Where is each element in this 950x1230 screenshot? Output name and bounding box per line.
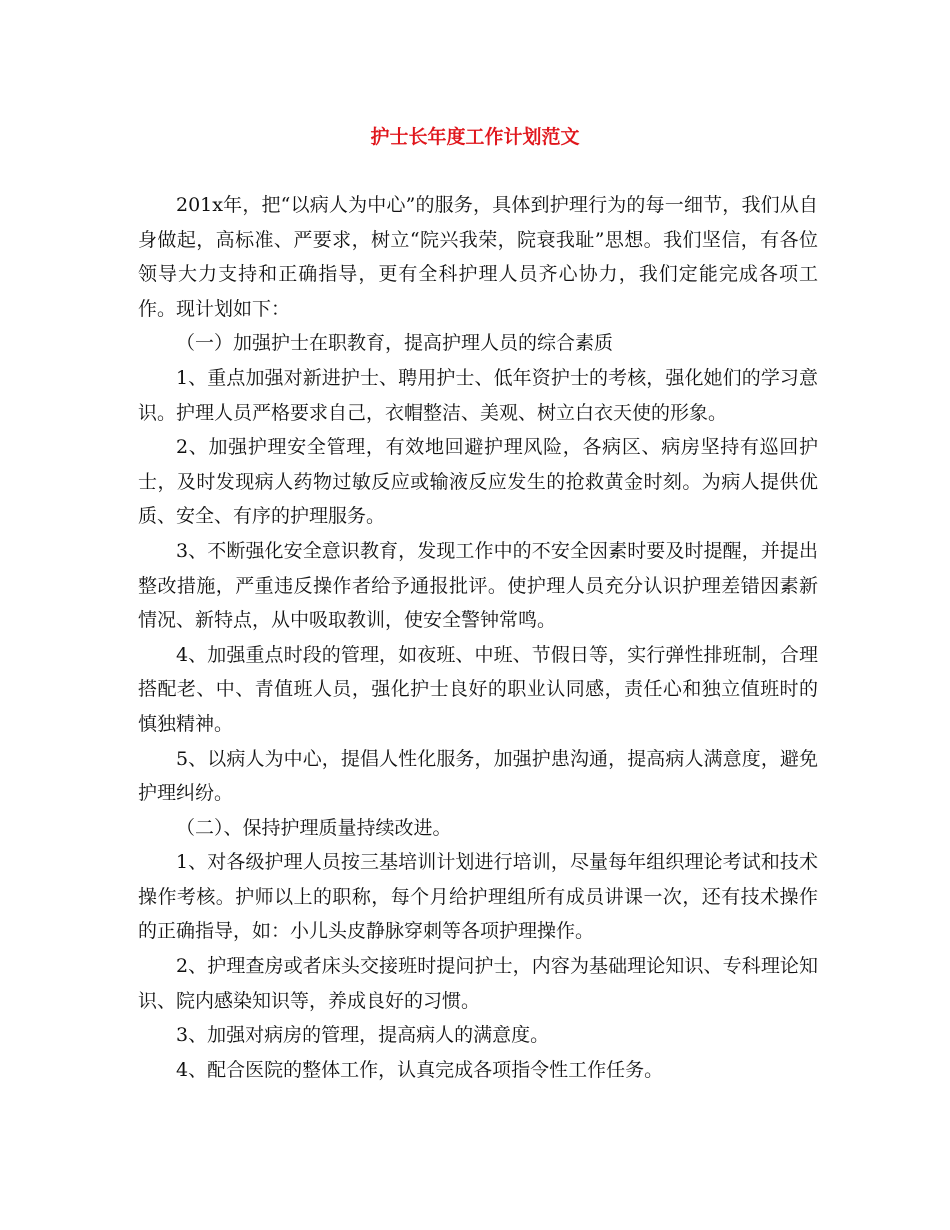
paragraph-1-5: 5、以病人为中心，提倡人性化服务，加强护患沟通，提高病人满意度，避免护理纠纷。 xyxy=(138,747,818,805)
document-title: 护士长年度工作计划范文 xyxy=(370,126,580,148)
paragraph-1-3: 3、不断强化安全意识教育，发现工作中的不安全因素时要及时提醒，并提出整改措施，严重违反操作者给予通报批评。使护理人员充分认识护理差错因素新情况、新特点，从中吸取教训，使安全警钟常鸣。 xyxy=(138,539,818,632)
paragraph-1-1: 1、重点加强对新进护士、聘用护士、低年资护士的考核，强化她们的学习意识。护理人员严格要求自己，衣帽整洁、美观、树立白衣天使的形象。 xyxy=(138,366,818,424)
paragraph-2-3: 3、加强对病房的管理，提高病人的满意度。 xyxy=(176,1024,550,1047)
paragraph-2-1: 1、对各级护理人员按三基培训计划进行培训，尽量每年组织理论考试和技术操作考核。护师以上的职称，每个月给护理组所有成员讲课一次，还有技术操作的正确指导，如：小儿头皮静脉穿刺等各项护理操作。 xyxy=(138,851,818,943)
section-heading-1: （一）加强护士在职教育，提高护理人员的综合素质 xyxy=(176,332,614,355)
document-body xyxy=(138,188,818,1087)
paragraph-1-2: 2、加强护理安全管理，有效地回避护理风险，各病区、病房坚持有巡回护士，及时发现病人药物过敏反应或输液反应发生的抢救黄金时刻。为病人提供优质、安全、有序的护理服务。 xyxy=(138,436,818,528)
paragraph-2-2: 2、护理查房或者床头交接班时提问护士，内容为基础理论知识、专科理论知识、院内感染知识等，养成良好的习惯。 xyxy=(138,955,818,1012)
paragraph-1-4: 4、加强重点时段的管理，如夜班、中班、节假日等，实行弹性排班制，合理搭配老、中、青值班人员，强化护士良好的职业认同感，责任心和独立值班时的慎独精神。 xyxy=(138,643,818,735)
intro-paragraph: 201x年，把“以病人为中心”的服务，具体到护理行为的每一细节，我们从自身做起，高标准、严要求，树立“院兴我荣，院衰我耻”思想。我们坚信，有各位领导大力支持和正确指导，更有全科护理人员齐心协力，我们定能完成各项工作。现计划如下： xyxy=(138,194,818,320)
paragraph-2-4: 4、配合医院的整体工作，认真完成各项指令性工作任务。 xyxy=(176,1058,664,1081)
section-heading-2: （二）、保持护理质量持续改进。 xyxy=(176,816,452,839)
